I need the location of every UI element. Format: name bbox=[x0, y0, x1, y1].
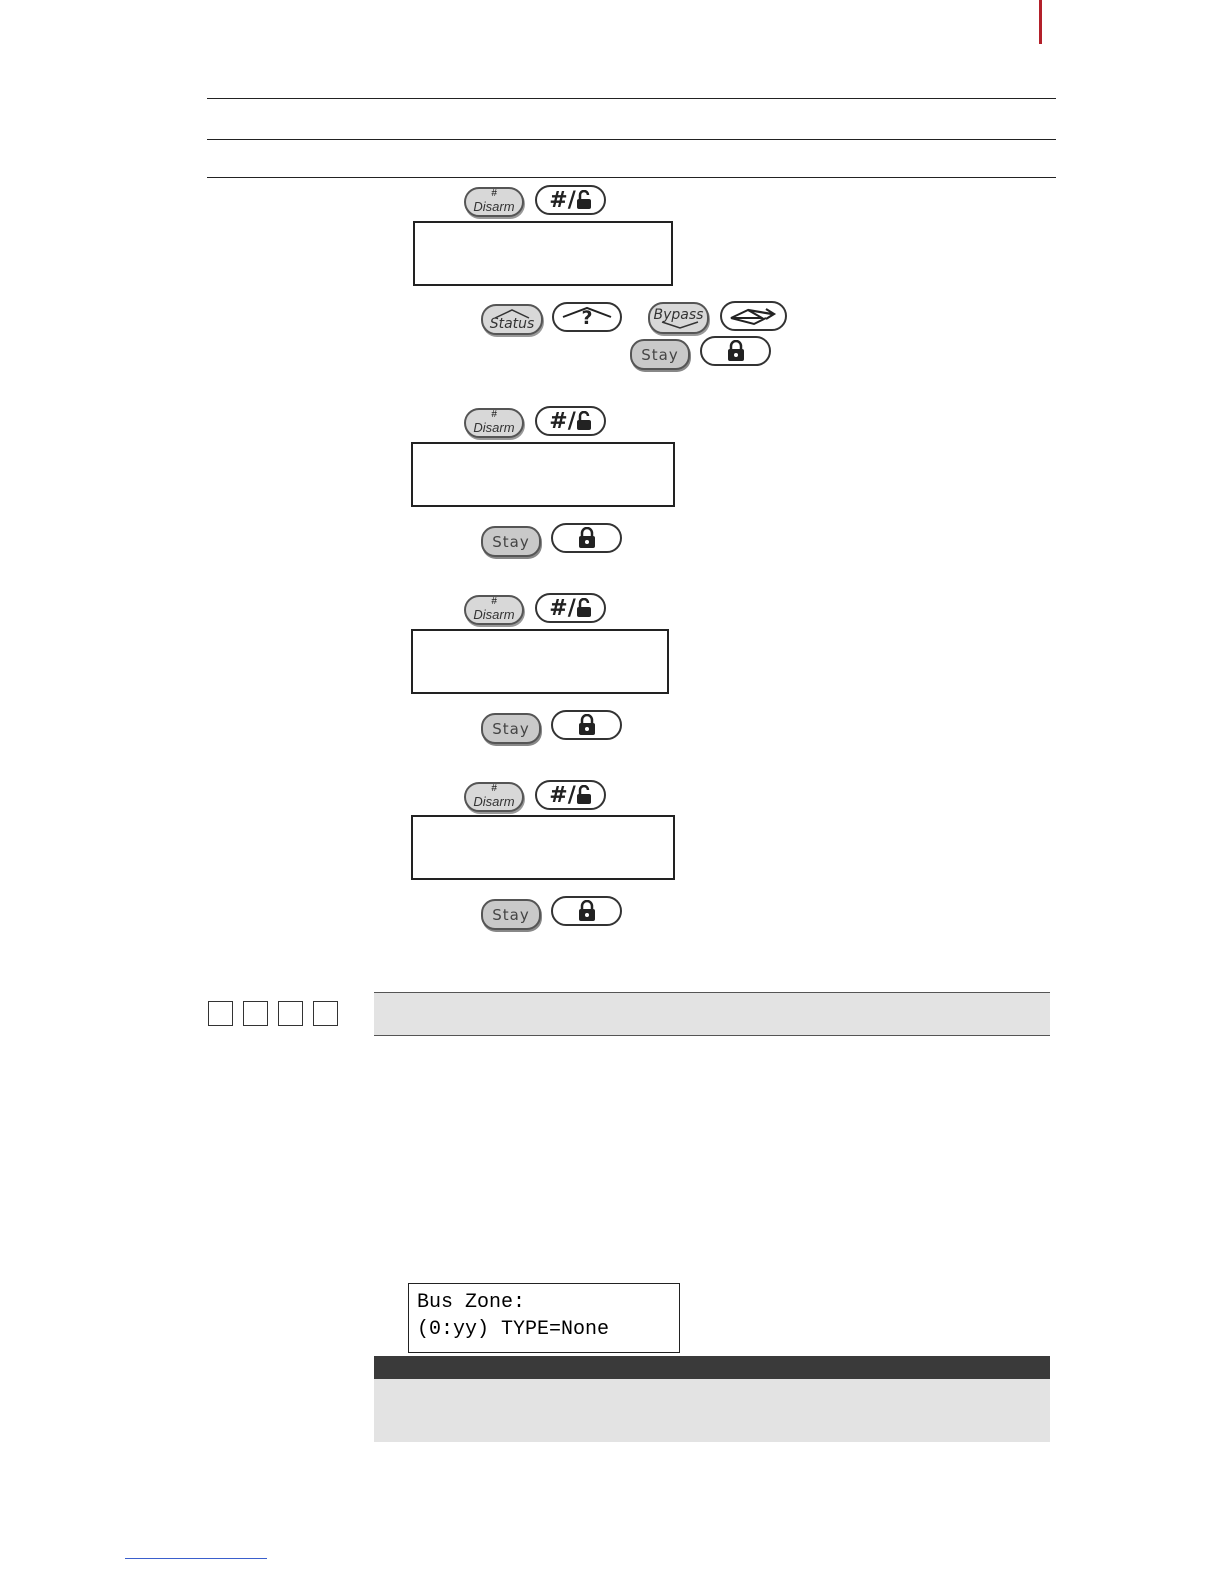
bus-zone-line-2: (0:yy) TYPE=None bbox=[417, 1318, 610, 1341]
disarm-key bbox=[464, 408, 524, 438]
status-key bbox=[481, 304, 543, 335]
padlock-closed-icon bbox=[578, 714, 596, 736]
header-rule-bottom bbox=[207, 177, 1056, 178]
header-rule-middle bbox=[207, 139, 1056, 140]
help-key bbox=[552, 302, 622, 332]
padlock-open-icon bbox=[576, 411, 592, 431]
lock-key bbox=[551, 710, 622, 740]
hash-key-label: #/ bbox=[549, 595, 576, 621]
page-edge-marker bbox=[1039, 0, 1042, 44]
padlock-closed-icon bbox=[578, 900, 596, 922]
footer-link-underline[interactable] bbox=[125, 1558, 267, 1559]
bus-zone-line-1: Bus Zone: bbox=[417, 1291, 526, 1314]
disarm-hash-symbol: # bbox=[491, 783, 497, 794]
stay-key-label: Stay bbox=[492, 719, 530, 738]
note-body bbox=[374, 1379, 1050, 1442]
lock-key bbox=[700, 336, 771, 366]
lcd-display-3 bbox=[411, 629, 669, 694]
stay-key bbox=[481, 713, 541, 744]
header-rule-top bbox=[207, 98, 1056, 99]
disarm-key-label: Disarm bbox=[473, 606, 515, 622]
disarm-key-label: Disarm bbox=[473, 419, 515, 435]
bus-zone-lcd bbox=[408, 1283, 680, 1353]
bypass-arrow-key bbox=[720, 301, 787, 331]
option-box-1 bbox=[208, 1001, 233, 1026]
stay-key-label: Stay bbox=[492, 532, 530, 551]
lcd-display-4 bbox=[411, 815, 675, 880]
lock-key bbox=[551, 896, 622, 926]
hash-unlock-key bbox=[535, 406, 606, 436]
disarm-key bbox=[464, 782, 524, 812]
hash-unlock-key bbox=[535, 593, 606, 623]
bypass-key-label: Bypass bbox=[653, 307, 704, 323]
option-box-4 bbox=[313, 1001, 338, 1026]
hash-unlock-key bbox=[535, 185, 606, 215]
stay-key bbox=[630, 339, 690, 370]
disarm-hash-symbol: # bbox=[491, 188, 497, 199]
disarm-key bbox=[464, 595, 524, 625]
bypass-chevron-icon bbox=[659, 320, 701, 330]
disarm-key-label: Disarm bbox=[473, 793, 515, 809]
padlock-open-icon bbox=[576, 598, 592, 618]
stay-key-label: Stay bbox=[641, 345, 679, 364]
padlock-open-icon bbox=[576, 190, 592, 210]
lock-key bbox=[551, 523, 622, 553]
stay-key bbox=[481, 899, 541, 930]
disarm-key-label: Disarm bbox=[473, 198, 515, 214]
stay-key bbox=[481, 526, 541, 557]
help-key-label: ? bbox=[581, 307, 593, 329]
hash-key-label: #/ bbox=[549, 408, 576, 434]
note-header-bar bbox=[374, 1356, 1050, 1379]
disarm-hash-symbol: # bbox=[491, 409, 497, 420]
stay-key-label: Stay bbox=[492, 905, 530, 924]
section-rule-bottom bbox=[374, 1035, 1050, 1036]
padlock-closed-icon bbox=[578, 527, 596, 549]
section-heading-band bbox=[374, 993, 1050, 1035]
right-arrow-icon bbox=[726, 305, 782, 327]
lcd-display-1 bbox=[413, 221, 673, 286]
hash-key-label: #/ bbox=[549, 782, 576, 808]
padlock-closed-icon bbox=[727, 340, 745, 362]
disarm-key bbox=[464, 187, 524, 217]
option-box-2 bbox=[243, 1001, 268, 1026]
option-box-3 bbox=[278, 1001, 303, 1026]
status-key-label: Status bbox=[489, 315, 535, 332]
hash-unlock-key bbox=[535, 780, 606, 810]
lcd-display-2 bbox=[411, 442, 675, 507]
bypass-key bbox=[648, 302, 709, 334]
hash-key-label: #/ bbox=[549, 187, 576, 213]
disarm-hash-symbol: # bbox=[491, 596, 497, 607]
padlock-open-icon bbox=[576, 785, 592, 805]
